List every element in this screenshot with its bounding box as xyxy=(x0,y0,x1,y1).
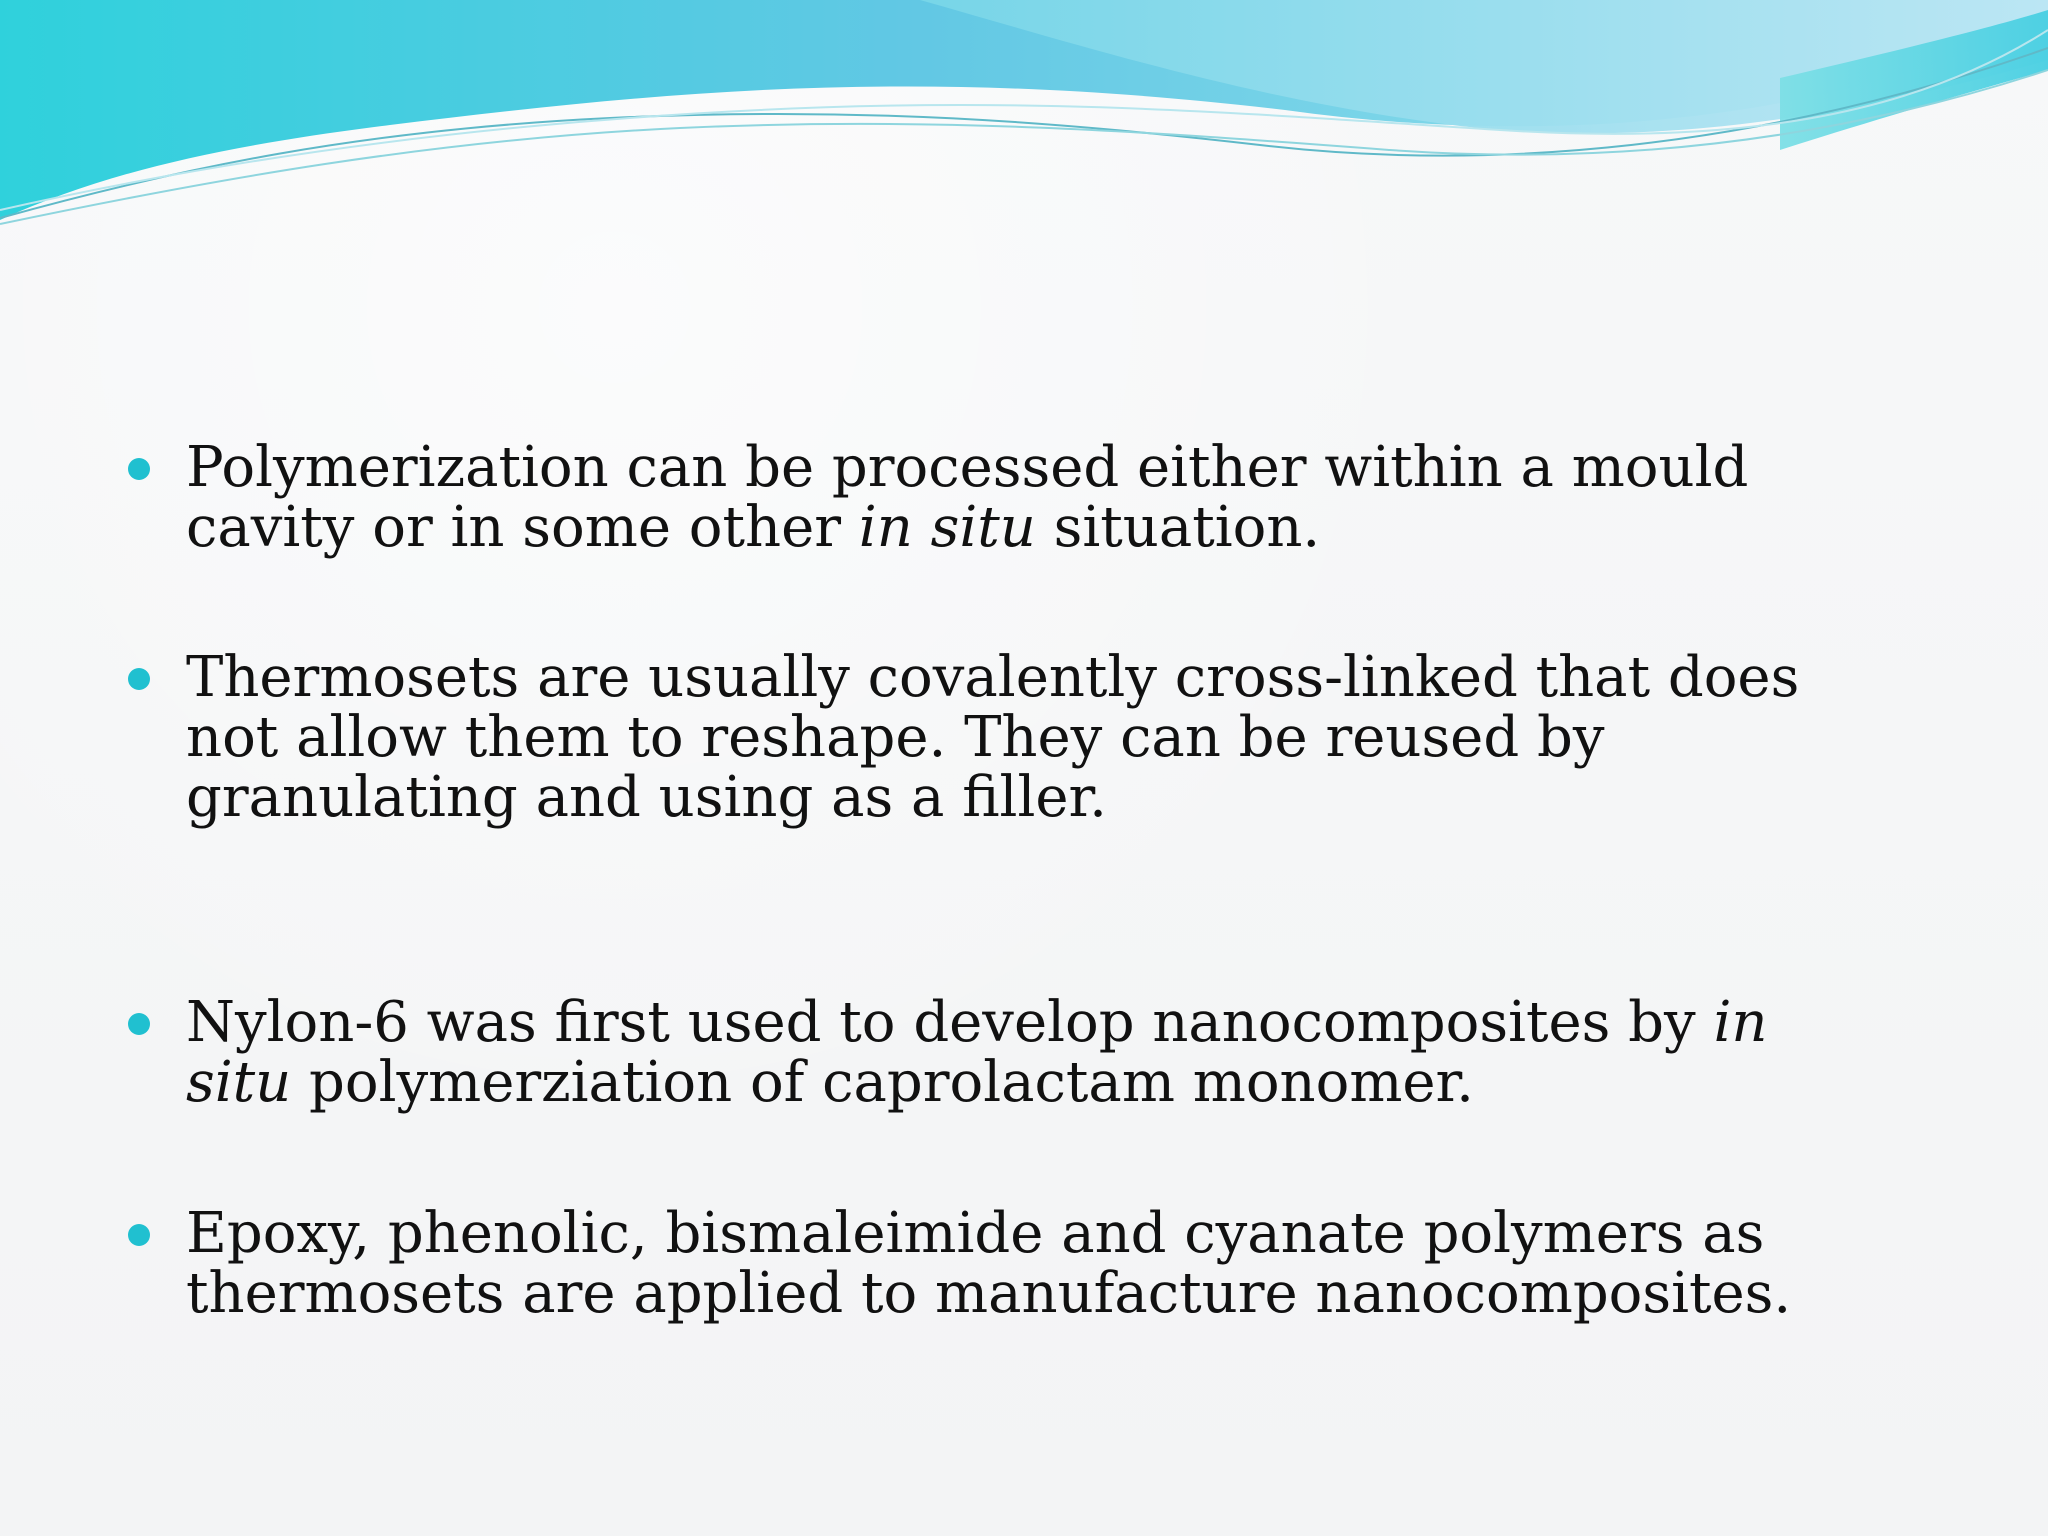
bullet-text xyxy=(186,645,1888,830)
bullet-text-part: Epoxy, phenolic, bismaleimide and cyanate polymers as thermosets are applied to manufacture nanocomposites. xyxy=(186,1201,1792,1326)
bullet-text-part: Nylon-6 was first used to develop nanocomposites by xyxy=(186,990,1714,1055)
bullet-emphasis: in situ xyxy=(186,990,1768,1115)
bullet-item-polymerization xyxy=(128,435,1888,560)
bullet-text-part: polymerziation of caprolactam monomer. xyxy=(291,1050,1474,1115)
decorative-wave-header xyxy=(0,0,2048,240)
bullet-item-thermosets xyxy=(128,645,1888,830)
bullet-item-epoxy xyxy=(128,1201,1888,1326)
bullet-item-nylon xyxy=(128,990,1888,1115)
bullet-text-part: situation. xyxy=(1035,495,1321,560)
bullet-emphasis: in situ xyxy=(858,495,1036,560)
bullet-icon xyxy=(128,1224,150,1246)
bullet-icon xyxy=(128,458,150,480)
bullet-text xyxy=(186,1201,1888,1326)
bullet-text-part: Polymerization can be processed either within a mould cavity or in some other xyxy=(186,435,1749,560)
bullet-text-part: Thermosets are usually covalently cross-linked that does not allow them to reshape. They can be reused by granulating and using as a filler. xyxy=(186,645,1800,830)
bullet-icon xyxy=(128,668,150,690)
bullet-text xyxy=(186,435,1888,560)
bullet-text xyxy=(186,990,1888,1115)
bullet-icon xyxy=(128,1013,150,1035)
